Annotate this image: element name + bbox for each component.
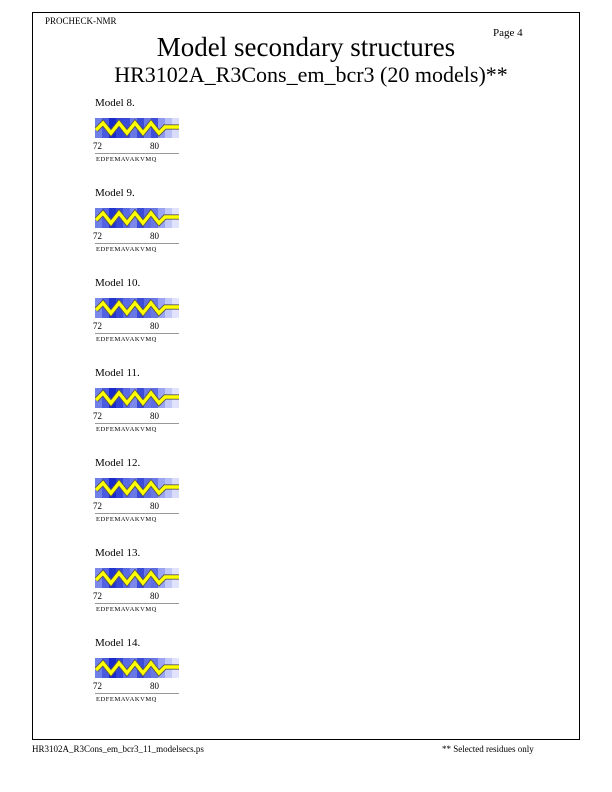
residue-start-number: 72 — [93, 411, 102, 421]
sequence-rule — [95, 603, 179, 604]
model-label: Model 9. — [95, 187, 135, 199]
sequence-rule — [95, 333, 179, 334]
residue-start-number: 72 — [93, 141, 102, 151]
secondary-structure-strip — [95, 118, 179, 138]
residue-mid-number: 80 — [150, 591, 159, 601]
model-block — [90, 187, 210, 267]
sequence-rule — [95, 423, 179, 424]
footer-filename: HR3102A_R3Cons_em_bcr3_11_modelsecs.ps — [32, 744, 204, 754]
sequence-rule — [95, 513, 179, 514]
sequence-text: EDFEMAVAKVMQ — [96, 606, 157, 613]
residue-start-number: 72 — [93, 591, 102, 601]
secondary-structure-strip — [95, 298, 179, 318]
page-subtitle: HR3102A_R3Cons_em_bcr3 (20 models)** — [114, 62, 508, 87]
sequence-text: EDFEMAVAKVMQ — [96, 336, 157, 343]
model-label: Model 14. — [95, 637, 141, 649]
sequence-text: EDFEMAVAKVMQ — [96, 246, 157, 253]
footer-note: ** Selected residues only — [442, 744, 534, 754]
model-label: Model 11. — [95, 367, 140, 379]
residue-start-number: 72 — [93, 231, 102, 241]
secondary-structure-strip — [95, 658, 179, 678]
program-name: PROCHECK-NMR — [45, 16, 117, 26]
sequence-rule — [95, 153, 179, 154]
residue-mid-number: 80 — [150, 321, 159, 331]
model-block — [90, 277, 210, 357]
sequence-rule — [95, 243, 179, 244]
residue-mid-number: 80 — [150, 231, 159, 241]
secondary-structure-strip — [95, 568, 179, 588]
sequence-text: EDFEMAVAKVMQ — [96, 426, 157, 433]
page-number: Page 4 — [493, 27, 523, 39]
sequence-text: EDFEMAVAKVMQ — [96, 696, 157, 703]
secondary-structure-strip — [95, 388, 179, 408]
residue-start-number: 72 — [93, 501, 102, 511]
model-block — [90, 457, 210, 537]
model-block — [90, 97, 210, 177]
secondary-structure-strip — [95, 208, 179, 228]
model-block — [90, 367, 210, 447]
residue-mid-number: 80 — [150, 501, 159, 511]
model-label: Model 8. — [95, 97, 135, 109]
residue-mid-number: 80 — [150, 681, 159, 691]
residue-start-number: 72 — [93, 681, 102, 691]
page-title: Model secondary structures — [156, 32, 456, 62]
residue-start-number: 72 — [93, 321, 102, 331]
residue-mid-number: 80 — [150, 141, 159, 151]
residue-mid-number: 80 — [150, 411, 159, 421]
secondary-structure-strip — [95, 478, 179, 498]
sequence-text: EDFEMAVAKVMQ — [96, 516, 157, 523]
model-label: Model 12. — [95, 457, 141, 469]
model-label: Model 13. — [95, 547, 141, 559]
sequence-text: EDFEMAVAKVMQ — [96, 156, 157, 163]
sequence-rule — [95, 693, 179, 694]
model-label: Model 10. — [95, 277, 141, 289]
model-block — [90, 547, 210, 627]
model-block — [90, 637, 210, 717]
